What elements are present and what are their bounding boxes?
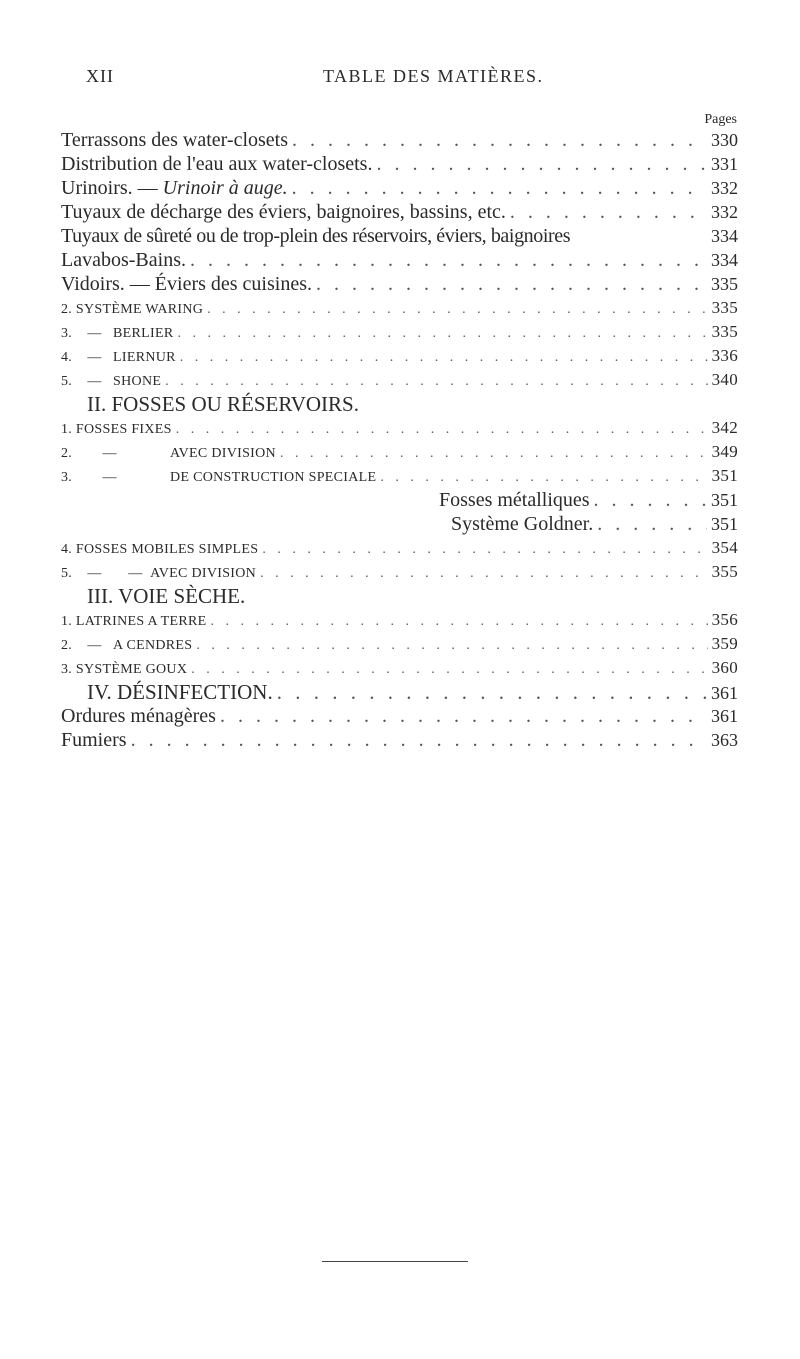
section-heading <box>61 680 738 704</box>
entry-label <box>61 298 203 322</box>
entry-label: Tuyaux de sûreté ou de trop-plein des réservoirs, éviers, baignoires <box>61 225 571 247</box>
toc-entry <box>61 368 738 392</box>
toc-entry <box>61 632 738 656</box>
entry-label <box>61 658 187 682</box>
ditto-dash: — <box>87 326 102 341</box>
entry-number: 2. <box>61 638 73 653</box>
entry-page: 360 <box>711 658 738 677</box>
entry-page: 363 <box>711 730 738 750</box>
entry-label <box>61 346 176 370</box>
dot-leader <box>594 488 707 512</box>
entry-title: SYSTÈME GOUX <box>75 662 188 677</box>
toc-entry <box>61 416 738 440</box>
entry-page: 332 <box>711 178 738 198</box>
entry-label <box>61 442 276 466</box>
entry-label <box>61 370 161 394</box>
entry-page: 361 <box>711 683 738 703</box>
dot-leader <box>260 562 708 586</box>
dot-leader <box>196 634 707 658</box>
entry-title: FOSSES FIXES <box>75 422 172 437</box>
toc-entry <box>61 728 738 752</box>
entry-title: LIERNUR <box>113 350 176 365</box>
dot-leader <box>277 680 707 704</box>
toc-entry <box>61 344 738 368</box>
dot-leader <box>191 658 707 682</box>
ditto-dash: — <box>87 566 102 581</box>
entry-page: 355 <box>711 562 738 581</box>
toc-entry <box>61 704 738 728</box>
entry-number: 3. <box>61 662 73 677</box>
dot-leader <box>210 610 707 634</box>
dot-leader <box>220 704 707 728</box>
dot-leader <box>280 442 708 466</box>
ditto-dash: — <box>102 446 117 461</box>
entry-page: 351 <box>711 514 738 534</box>
entry-label: Ordures ménagères <box>61 705 216 727</box>
toc-entry <box>61 272 738 296</box>
footer-rule <box>322 1261 468 1262</box>
table-of-contents <box>61 128 738 752</box>
entry-title: SHONE <box>113 374 162 389</box>
section-title: III. VOIE SÈCHE. <box>87 584 246 608</box>
dot-leader <box>176 418 708 442</box>
dot-leader <box>316 272 707 296</box>
entry-page: 335 <box>711 298 738 317</box>
dot-leader <box>190 248 707 272</box>
entry-label: Système Goldner. <box>451 513 594 535</box>
entry-label-italic: Urinoir à auge. <box>162 177 288 199</box>
dot-leader <box>510 200 707 224</box>
entry-page: 334 <box>711 250 738 270</box>
entry-page: 331 <box>711 154 738 174</box>
dot-leader <box>376 152 707 176</box>
entry-title: AVEC DIVISION <box>170 446 276 461</box>
entry-page: 340 <box>711 370 738 389</box>
entry-page: 351 <box>711 490 738 510</box>
entry-label-main: Urinoirs. — <box>61 177 163 199</box>
dot-leader <box>262 538 707 562</box>
toc-entry <box>61 512 738 536</box>
entry-label <box>61 538 258 562</box>
entry-number: 3. <box>61 470 73 485</box>
entry-number: 5. <box>61 566 73 581</box>
entry-title: AVEC DIVISION <box>150 566 257 581</box>
toc-entry <box>61 464 738 488</box>
entry-title: SYSTÈME WARING <box>75 302 204 317</box>
entry-number: 5. <box>61 374 73 389</box>
entry-page: 332 <box>711 202 738 222</box>
entry-label <box>61 610 206 634</box>
entry-label <box>61 176 288 200</box>
toc-entry <box>61 296 738 320</box>
entry-page: 336 <box>711 346 738 365</box>
entry-page: 359 <box>711 634 738 653</box>
entry-label: Lavabos-Bains. <box>61 249 186 271</box>
toc-entry <box>61 224 738 248</box>
dot-leader <box>207 298 707 322</box>
entry-page: 330 <box>711 130 738 150</box>
entry-number: 1. <box>61 422 73 437</box>
running-title: TABLE DES MATIÈRES. <box>323 66 544 86</box>
entry-page: 356 <box>711 610 738 629</box>
dot-leader <box>177 322 707 346</box>
entry-label <box>61 322 173 346</box>
entry-number: 4. <box>61 350 73 365</box>
toc-entry <box>61 656 738 680</box>
toc-entry <box>61 320 738 344</box>
ditto-dash: — <box>87 350 102 365</box>
section-title: IV. DÉSINFECTION. <box>87 680 273 704</box>
toc-entry <box>61 536 738 560</box>
ditto-dash: — <box>102 470 117 485</box>
page-header <box>0 66 800 90</box>
entry-label: Fumiers <box>61 729 127 751</box>
entry-label: Tuyaux de décharge des éviers, baignoires, bassins, etc. <box>61 201 506 223</box>
ditto-dash: — <box>87 374 102 389</box>
toc-entry <box>61 440 738 464</box>
entry-number: 2. <box>61 446 73 461</box>
toc-entry <box>61 128 738 152</box>
entry-number: 3. <box>61 326 73 341</box>
entry-title: BERLIER <box>113 326 174 341</box>
entry-title: DE CONSTRUCTION SPECIALE <box>170 470 377 485</box>
dot-leader <box>597 512 707 536</box>
entry-page: 342 <box>711 418 738 437</box>
entry-page: 334 <box>711 226 738 246</box>
entry-label: Fosses métalliques <box>439 489 590 511</box>
entry-number: 4. <box>61 542 73 557</box>
toc-entry <box>61 560 738 584</box>
entry-number: 1. <box>61 614 73 629</box>
entry-label <box>61 466 376 490</box>
dot-leader <box>380 466 707 490</box>
entry-title: FOSSES MOBILES SIMPLES <box>75 542 259 557</box>
dot-leader <box>131 728 707 752</box>
ditto-dash: — <box>128 566 143 581</box>
section-title: II. FOSSES OU RÉSERVOIRS. <box>87 392 359 416</box>
toc-entry <box>61 488 738 512</box>
section-heading <box>61 392 738 416</box>
entry-page: 349 <box>711 442 738 461</box>
entry-page: 361 <box>711 706 738 726</box>
entry-title: LATRINES A TERRE <box>75 614 207 629</box>
entry-page: 335 <box>711 274 738 294</box>
entry-page: 335 <box>711 322 738 341</box>
entry-label: Terrassons des water-closets <box>61 129 289 151</box>
page-number: XII <box>86 66 114 86</box>
entry-page: 354 <box>711 538 738 557</box>
toc-entry <box>61 608 738 632</box>
dot-leader <box>292 128 707 152</box>
entry-label: Vidoirs. — Éviers des cuisines. <box>61 273 312 295</box>
entry-title: A CENDRES <box>113 638 193 653</box>
entry-label <box>61 562 256 586</box>
entry-label <box>61 418 172 442</box>
dot-leader <box>180 346 708 370</box>
toc-entry <box>61 248 738 272</box>
pages-column-label: Pages <box>704 112 737 127</box>
toc-entry <box>61 152 738 176</box>
dot-leader <box>165 370 707 394</box>
ditto-dash: — <box>87 638 102 653</box>
section-heading <box>61 584 738 608</box>
entry-label <box>61 634 192 658</box>
entry-page: 351 <box>711 466 738 485</box>
toc-entry <box>61 200 738 224</box>
entry-label: Distribution de l'eau aux water-closets. <box>61 153 373 175</box>
toc-entry <box>61 176 738 200</box>
dot-leader <box>292 176 707 200</box>
entry-number: 2. <box>61 302 73 317</box>
